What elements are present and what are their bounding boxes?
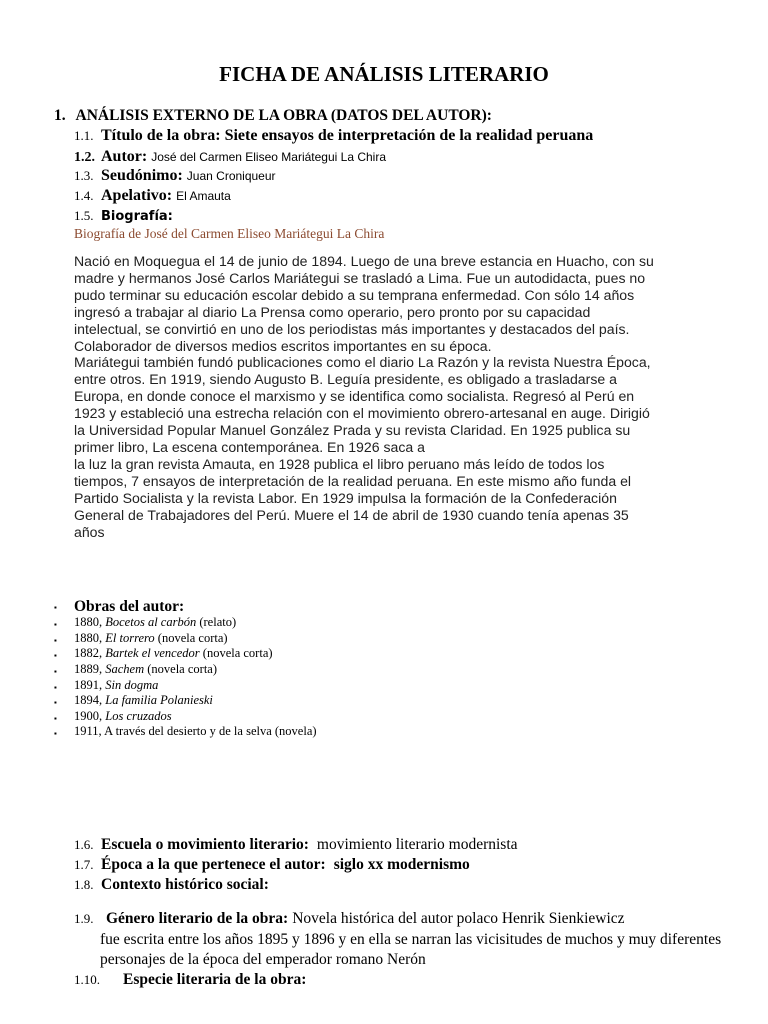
bullet-icon: ▪ (54, 729, 57, 738)
bullet-icon: ▪ (54, 683, 57, 692)
work-item (74, 615, 236, 630)
section-heading-text: ANÁLISIS EXTERNO DE LA OBRA (DATOS DEL AUTOR): (75, 107, 492, 124)
work-item (74, 709, 172, 724)
bio-line: primer libro, La escena contemporánea. En 1926 saca a (74, 438, 425, 455)
bio-line: entre otros. En 1919, siendo Augusto B. Leguía presidente, es obligado a trasladarse a (74, 371, 617, 388)
item-label: Época a la que pertenece el autor: (101, 856, 326, 873)
work-year: 1882, (74, 646, 103, 660)
biography-link[interactable]: Biografía de José del Carmen Eliseo Mariátegui La Chira (74, 226, 385, 241)
work-year: 1894, (74, 693, 103, 707)
item-label: Contexto histórico social: (101, 876, 269, 893)
bio-line: Mariátegui también fundó publicaciones como el diario La Razón y la revista Nuestra Época, (74, 354, 651, 371)
item-value: Juan Croniqueur (186, 169, 276, 183)
bio-line: años (74, 523, 105, 540)
item-label: Título de la obra: (101, 127, 221, 144)
work-item (74, 662, 217, 677)
work-note: (novela corta) (147, 662, 218, 676)
bio-line: ingresó a trabajar al diario La Prensa como operario, pero pronto por su capacidad (74, 303, 591, 320)
bullet-icon: ▪ (54, 714, 57, 723)
bio-line: la luz la gran revista Amauta, en 1928 publica el libro peruano más leído de todos los (74, 455, 605, 472)
item-number: 1.3. (74, 168, 94, 183)
bullet-icon: ▪ (54, 620, 57, 629)
item-number: 1.8. (74, 877, 94, 892)
item-label: Especie literaria de la obra: (123, 971, 307, 988)
bio-line: Colaborador de diversos medios escritos importantes en su época. (74, 337, 492, 354)
work-title: Sachem (105, 662, 145, 676)
item-label: Biografía: (101, 209, 173, 224)
item-apelativo (74, 187, 231, 205)
work-year: 1911, (74, 724, 102, 738)
work-title: La familia Polanieski (105, 693, 213, 707)
work-title: Los cruzados (105, 709, 172, 723)
work-note: (novela corta) (202, 646, 273, 660)
item-number: 1.1. (74, 128, 94, 143)
bio-line: Partido Socialista y la revista Labor. En 1929 impulsa la formación de la Confederación (74, 489, 617, 506)
bio-line: Nació en Moquegua el 14 de junio de 1894. Luego de una breve estancia en Huacho, con su (74, 253, 654, 269)
item-number: 1.5. (74, 208, 94, 223)
work-year: 1889, (74, 662, 103, 676)
work-title: Bartek el vencedor (105, 646, 200, 660)
bullet-icon: ▪ (54, 636, 57, 645)
work-year: 1880, (74, 615, 103, 629)
bullet-icon: ▪ (54, 667, 57, 676)
item-escuela (74, 836, 518, 854)
item-number: 1.10. (74, 972, 100, 987)
bullet-icon: ▪ (54, 651, 57, 660)
item-biografia (74, 207, 173, 225)
item-label: Género literario de la obra: (106, 910, 289, 927)
item-titulo (74, 127, 593, 145)
bio-line: madre y hermanos José Carlos Mariátegui se trasladó a Lima. Fue un autodidacta, pues no (74, 269, 646, 286)
item-value: José del Carmen Eliseo Mariátegui La Chira (151, 150, 386, 164)
work-title: El torrero (105, 631, 155, 645)
work-title: Sin dogma (105, 678, 159, 692)
work-item (74, 631, 228, 646)
bio-line: 1923 y estableció una estrecha relación con el movimiento obrero-artesanal en auge. Dirigió (74, 405, 650, 422)
item-contexto (74, 876, 269, 894)
work-year: 1900, (74, 709, 103, 723)
item-label: Seudónimo: (101, 167, 183, 184)
bio-line: la Universidad Popular Manuel González Prada y su revista Claridad. En 1925 publica su (74, 422, 631, 439)
item-seudonimo (74, 167, 276, 185)
item-epoca (74, 856, 470, 874)
item-value: movimiento literario modernista (316, 836, 518, 853)
item-number: 1.9. (74, 911, 94, 926)
bio-line: pudo terminar su educación escolar debido a su temprana enfermedad. Con sólo 14 años (74, 286, 635, 303)
bullet-icon: ▪ (54, 698, 57, 707)
section-heading (54, 107, 492, 125)
item-number: 1.6. (74, 837, 94, 852)
item-value: El Amauta (176, 189, 231, 203)
work-title: Bocetos al carbón (105, 615, 197, 629)
page-title: FICHA DE ANÁLISIS LITERARIO (219, 62, 549, 86)
biography-paragraph (74, 253, 722, 540)
section-number: 1. (54, 107, 66, 124)
work-note: (novela corta) (157, 631, 228, 645)
item-number: 1.7. (74, 857, 94, 872)
bio-line: intelectual, se convirtió en uno de los periodistas más importantes y destacados del país. (74, 320, 630, 337)
item-value: Siete ensayos de interpretación de la realidad peruana (224, 127, 594, 144)
item-label: Autor: (101, 148, 148, 165)
item-label: Apelativo: (101, 187, 173, 204)
bio-line: General de Trabajadores del Perú. Muere el 14 de abril de 1930 cuando tenía apenas 35 (74, 506, 629, 523)
item-autor (74, 148, 386, 166)
works-heading: Obras del autor: (74, 598, 185, 615)
work-item (74, 678, 158, 693)
work-item (74, 646, 273, 661)
item-label: Escuela o movimiento literario: (101, 836, 309, 853)
work-note: A través del desierto y de la selva (novela) (104, 724, 317, 738)
item-number: 1.2. (74, 150, 95, 165)
item-genero (74, 910, 625, 928)
bio-line: tiempos, 7 ensayos de interpretación de la realidad peruana. En este mismo año funda el (74, 472, 632, 489)
work-year: 1891, (74, 678, 103, 692)
item-especie (74, 971, 306, 989)
work-year: 1880, (74, 631, 103, 645)
work-note: (relato) (199, 615, 237, 629)
bio-line: Europa, en donde conoce el marxismo y se identifica como socialista. Regresó al Perú en (74, 388, 635, 405)
work-item (74, 693, 213, 708)
work-item (74, 724, 317, 739)
bullet-icon: ▪ (54, 603, 57, 612)
item-number: 1.4. (74, 188, 94, 203)
item-value: Novela histórica del autor polaco Henrik Sienkiewicz (292, 910, 625, 927)
item-value: siglo xx modernismo (333, 856, 470, 873)
item-genero-continuation: fue escrita entre los años 1895 y 1896 y en ella se narran las vicisitudes de muchos y muy diferentes personajes de la época del emperador romano Nerón (100, 931, 722, 968)
